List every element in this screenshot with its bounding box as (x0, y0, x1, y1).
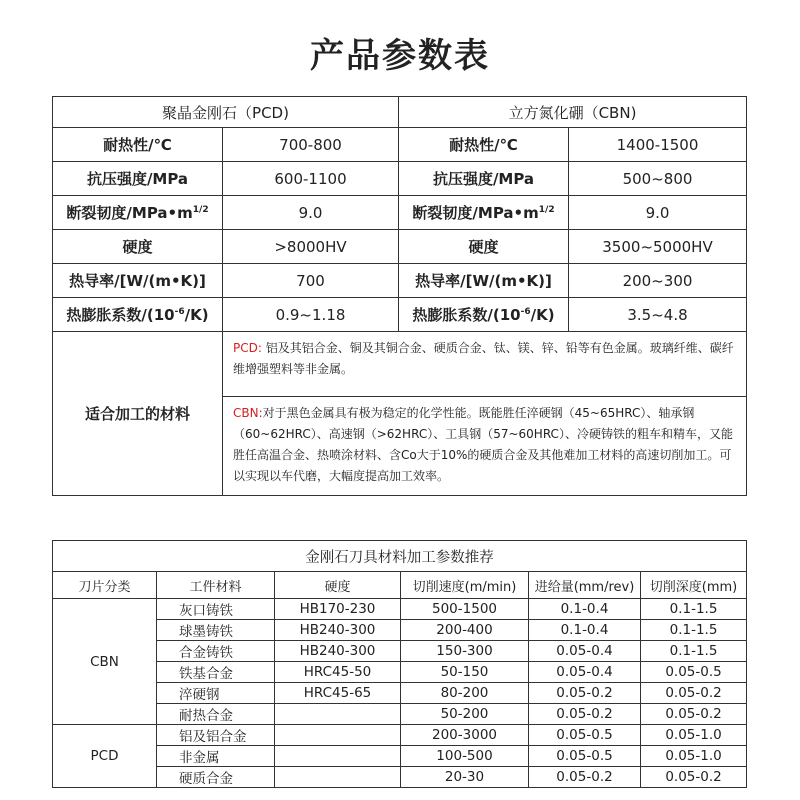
column-header: 刀片分类 (53, 572, 157, 599)
pcd-param-label: 耐热性/℃ (53, 128, 223, 162)
feed-rate: 0.05-0.4 (529, 662, 641, 683)
cbn-param-value: 9.0 (569, 196, 747, 230)
pcd-param-label: 硬度 (53, 230, 223, 264)
cutting-speed: 150-300 (401, 641, 529, 662)
cutting-speed: 500-1500 (401, 599, 529, 620)
cbn-param-value: 200~300 (569, 264, 747, 298)
table-row (53, 704, 747, 725)
cutting-speed: 100-500 (401, 746, 529, 767)
pcd-param-value: 700 (223, 264, 399, 298)
column-header: 工件材料 (157, 572, 275, 599)
hardness: HB170-230 (275, 599, 401, 620)
hardness (275, 746, 401, 767)
cbn-header: 立方氮化硼（CBN) (399, 97, 747, 128)
table-row (53, 196, 747, 230)
parameter-table (52, 96, 747, 496)
feed-rate: 0.05-0.2 (529, 767, 641, 788)
table-row (53, 746, 747, 767)
pcd-param-value: 700-800 (223, 128, 399, 162)
cbn-param-label: 硬度 (399, 230, 569, 264)
feed-rate: 0.1-0.4 (529, 620, 641, 641)
hardness: HRC45-50 (275, 662, 401, 683)
cbn-prefix: CBN: (233, 406, 263, 420)
pcd-param-value: 9.0 (223, 196, 399, 230)
cutting-depth: 0.1-1.5 (641, 599, 747, 620)
cbn-param-value: 500~800 (569, 162, 747, 196)
cutting-depth: 0.05-0.2 (641, 683, 747, 704)
cutting-depth: 0.1-1.5 (641, 641, 747, 662)
recommend-header-row (53, 572, 747, 599)
cbn-param-label: 热导率/[W/(m•K)] (399, 264, 569, 298)
table-row (53, 620, 747, 641)
cutting-depth: 0.1-1.5 (641, 620, 747, 641)
workpiece-material: 灰口铸铁 (157, 599, 275, 620)
pcd-param-value: 600-1100 (223, 162, 399, 196)
cbn-materials-desc: CBN:对于黑色金属具有极为稳定的化学性能。既能胜任淬硬钢（45~65HRC）、轴承钢（60~62HRC）、高速钢（>62HRC）、工具钢（57~60HRC）、冷硬铸铁的粗车和精车，又能胜任高温合金、热喷涂材料、含Co大于10%的硬质合金及其他难加工材料的高速切削加工。可以实现以车代磨，大幅度提高加工效率。 (223, 397, 747, 496)
workpiece-material: 非金属 (157, 746, 275, 767)
feed-rate: 0.1-0.4 (529, 599, 641, 620)
cutting-speed: 50-150 (401, 662, 529, 683)
cutting-speed: 20-30 (401, 767, 529, 788)
table-row (53, 128, 747, 162)
cutting-speed: 200-3000 (401, 725, 529, 746)
feed-rate: 0.05-0.2 (529, 704, 641, 725)
cutting-speed: 80-200 (401, 683, 529, 704)
hardness: HB240-300 (275, 641, 401, 662)
workpiece-material: 铝及铝合金 (157, 725, 275, 746)
hardness (275, 704, 401, 725)
cbn-param-value: 3500~5000HV (569, 230, 747, 264)
table-row (53, 641, 747, 662)
table-row (53, 298, 747, 332)
hardness: HRC45-65 (275, 683, 401, 704)
table-row (53, 662, 747, 683)
blade-category: PCD (53, 725, 157, 788)
page-title: 产品参数表 (310, 36, 490, 76)
table-row (53, 683, 747, 704)
cbn-param-label: 抗压强度/MPa (399, 162, 569, 196)
materials-row-pcd (53, 332, 747, 397)
feed-rate: 0.05-0.4 (529, 641, 641, 662)
hardness: HB240-300 (275, 620, 401, 641)
column-header: 切削深度(mm) (641, 572, 747, 599)
cutting-depth: 0.05-0.2 (641, 767, 747, 788)
workpiece-material: 淬硬钢 (157, 683, 275, 704)
table-row (53, 230, 747, 264)
column-header: 切削速度(m/min) (401, 572, 529, 599)
pcd-param-value: 0.9~1.18 (223, 298, 399, 332)
pcd-param-label: 热导率/[W/(m•K)] (53, 264, 223, 298)
workpiece-material: 合金铸铁 (157, 641, 275, 662)
pcd-param-label: 断裂韧度$/MPa•m^{1/2}$ (53, 196, 223, 230)
cutting-speed: 200-400 (401, 620, 529, 641)
table-row (53, 767, 747, 788)
hardness (275, 767, 401, 788)
blade-category: CBN (53, 599, 157, 725)
cbn-param-label: 断裂韧度$/MPa•m^{1/2}$ (399, 196, 569, 230)
recommend-table (52, 540, 747, 788)
hardness (275, 725, 401, 746)
workpiece-material: 球墨铸铁 (157, 620, 275, 641)
pcd-param-value: >8000HV (223, 230, 399, 264)
feed-rate: 0.05-0.5 (529, 725, 641, 746)
workpiece-material: 铁基合金 (157, 662, 275, 683)
cbn-param-value: 1400-1500 (569, 128, 747, 162)
recommend-caption: 金刚石刀具材料加工参数推荐 (53, 541, 747, 572)
pcd-header: 聚晶金刚石（PCD) (53, 97, 399, 128)
cutting-depth: 0.05-1.0 (641, 746, 747, 767)
column-header: 硬度 (275, 572, 401, 599)
recommend-caption-row (53, 541, 747, 572)
table-row (53, 162, 747, 196)
materials-label: 适合加工的材料 (53, 332, 223, 496)
workpiece-material: 硬质合金 (157, 767, 275, 788)
table-header-row (53, 97, 747, 128)
pcd-param-label: 抗压强度/MPa (53, 162, 223, 196)
feed-rate: 0.05-0.2 (529, 683, 641, 704)
cutting-depth: 0.05-0.2 (641, 704, 747, 725)
table-row (53, 725, 747, 746)
pcd-prefix: PCD: (233, 341, 262, 355)
cbn-param-value: 3.5~4.8 (569, 298, 747, 332)
cbn-param-label: 热膨胀系数$/(10^{-6}/K)$ (399, 298, 569, 332)
feed-rate: 0.05-0.5 (529, 746, 641, 767)
cbn-param-label: 耐热性/℃ (399, 128, 569, 162)
table-row (53, 599, 747, 620)
table-row (53, 264, 747, 298)
pcd-param-label: 热膨胀系数$/(10^{-6}/K)$ (53, 298, 223, 332)
column-header: 进给量(mm/rev) (529, 572, 641, 599)
cutting-depth: 0.05-0.5 (641, 662, 747, 683)
cutting-speed: 50-200 (401, 704, 529, 725)
cutting-depth: 0.05-1.0 (641, 725, 747, 746)
workpiece-material: 耐热合金 (157, 704, 275, 725)
pcd-materials-desc: PCD: 铝及其铝合金、铜及其铜合金、硬质合金、钛、镁、锌、铅等有色金属。玻璃纤维、碳纤维增强塑料等非金属。 (223, 332, 747, 397)
